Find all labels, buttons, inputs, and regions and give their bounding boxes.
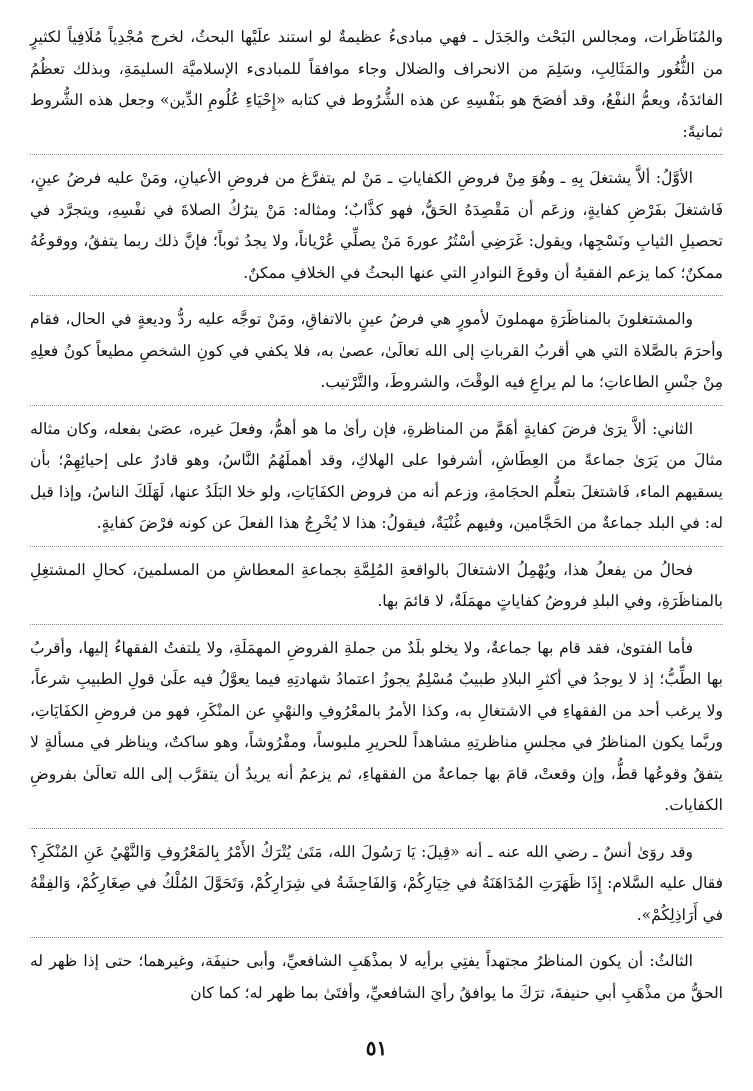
paragraph-divider [30,624,723,625]
paragraph-divider [30,828,723,829]
paragraph-divider [30,937,723,938]
paragraph-first-condition: الأوَّلُ: ألاَّ يشتغلَ بِهِ ـ وهُوَ مِنْ فروضِ الكفاياتِ ـ مَنْ لم يتفرَّغ من فروضِ الأعيانِ، ومَنْ عليه فرضُ عينٍ، فَاشتغلَ بفَرْضِ كفايةٍ، وزعَم أن مَقْصِدَهُ الحَقُّ، فهو كذَّابٌ؛ ومثاله: مَنْ يترُكُ الصلاةَ في نفْسِهِ، ويتجرَّد في تحصيلِ الثيابِ ونَسْجِها، ويقول: غَرَضِي أسْتُرُ عورةَ مَنْ يصلِّي عُرْياناً، ولا يجدُ ثوباً؛ فإنَّ ذلك ربما يتفقُ، ووقوعُهُ ممكنٌ؛ كما يزعم الفقيهُ أن وقوعَ النوادرِ التي عنها البحثُ في الخلافِ ممكنٌ. [30,169,723,282]
paragraph-fatwa-medicine: فأما الفتوىٰ، فقد قام بها جماعةٌ، ولا يخلو بلَدٌ من جملةِ الفروضِ المهمَلَةِ، ولا يلتفتُ الفقهاءُ إليها، وأقربُ بها الطِّبُّ؛ إذ لا يوجدُ في أكثرِ البلادِ طبيبٌ مُسْلِمٌ يجوزُ اعتمادُ شهادتِهِ فيما يعوَّلُ فيه علَىٰ قولِ الطبيبِ شرعاً، ولا يرغب أحد من الفقهاءِ في الاشتغالِ به، وكذا الأمرُ بالمعْرُوفِ والنهْيِ عن المنْكَرِ، فهو من فروضِ الكفَايَاتِ، وربَّما يكون المناظرُ في مجلسِ مناظرتِهِ مشاهداً للحريرِ ملبوساً، ومفْرُوشاً، وهو ساكتٌ، ويناظر في مسألةٍ لا يتفقُ وقوعُها قطُّ، وإن وقعتْ، قامَ بها جماعةٌ من الفقهاءِ، ثم يزعمُ أنه يريدُ أن يتقرَّب إلى الله تعالَىٰ بفروضِ الكفايات. [30,638,723,814]
paragraph-thirsty-analogy: فحالُ من يفعلُ هذا، ويُهْمِلُ الاشتغالَ بالواقعةِ المُلِمَّةِ بجماعةِ المعطاشِ من المسلمينَ، كحالِ المشتغِلِ بالمناظَرَةِ، وفي البلدِ فروضُ كفاياتٍ مهمَلَةٌ، لا قائمَ بها. [30,560,723,610]
paragraph-hadith-anas: وقد روَىٰ أنسٌ ـ رضي الله عنه ـ أنه «قِيلَ: يَا رَسُولَ الله، مَتَىٰ يُتْرَكُ الأَمْرُ بِالمَعْرُوفِ وَالنَّهْيُ عَنِ المُنْكَرِ؟ فقال عليه السَّلام: إِذَا ظَهَرَتِ المُدَاهَنَةُ في خِيَارِكُمْ، وَالفَاحِشَةُ في شِرَارِكُمْ، وَتَحَوَّلَ المُلْكُ في صِغَارِكُمْ، وَالفِقْهُ في أَرَاذِلِكُمْ». [30,842,723,924]
paragraph-second-condition: الثاني: ألاَّ يرَىٰ فرضَ كفايةٍ أهَمَّ من المناظرةِ، فإن رأىٰ ما هو أهمُّ، وفعلَ غيره، عصَىٰ بفعله، وكان مثاله مثالَ من يَرَىٰ جماعةً من العِطَاشِ، أشرفوا على الهلاكِ، وقد أهملَهُمُ النَّاسُ، وهو قادرٌ على إحيائِهِمْ؛ بأن يسقيهم الماء، فَاشتغلَ بتعلُّم الحجَامةِ، وزعم أنه من فروض الكفَايَاتِ، ولو خلا البَلَدُ عنها، لَهَلَكَ الناسُ، وإذا قيل له: في البلد جماعةٌ من الحَجَّامين، وفيهم غُنْيَةٌ، فيقولُ: هذا لا يُخْرِجُ هذا الفعلَ عن كونه فرْضَ كفايةٍ. [30,419,723,532]
paragraph-divider [30,546,723,547]
page-number: ٥١ [365,1036,388,1060]
paragraph-divider [30,295,723,296]
paragraph-intro: والمُنَاظَرات، ومجالس البَحْث والجَدَل ـ فهي مبادىءُ عظيمةٌ لو استند علَيْها البحثُ، لخرج مُجْدِياً مُلَافِياً لكثيرٍ من الثُّغُور والمَثَالِبِ، وسَلِمَ من الانحراف والضلال وجاء موافقاً للمبادىء الإسلاميَّة السليمَةِ، وبذلك تعظُمُ الفائدَةُ، ويعمُّ النفْعُ، وقد أفصَحَ هو بنَفْسِهِ عن هذه الشُّرُوط في كتابه «إِحْيَاءِ عُلُومِ الدِّين» وجعل هذه الشُّروط ثمانيةً: [30,28,723,141]
paragraph-third-condition: الثالثُ: أن يكون المناظرُ مجتهداً يفتِي برأيه لا بمذْهَبِ الشافعيِّ، وأبى حنيفَة، وغيرهما؛ حتى إذا ظهر له الحقُّ من مذْهَبِ أبي حنيفةَ، ترَكَ ما يوافقُ رأيَ الشافعيِّ، وأفتَىٰ بما ظهر له؛ كما كان [30,952,723,1002]
paragraph-divider [30,405,723,406]
paragraph-debaters-neglect: والمشتغلونَ بالمناظَرَةِ مهملونَ لأمورٍ هي فرضُ عينٍ بالاتفاقِ، ومَنْ توجَّه عليه ردُّ وديعةٍ في الحال، فقام وأحرَمَ بالصَّلاة التي هي أقربُ القرباتِ إلى الله تعالَىٰ، عصىٰ به، فلا يكفي في كونِ الشخصِ مطيعاً كونُ فعلِهِ مِنْ جنْسِ الطاعاتِ؛ ما لم يراعِ فيه الوقْتَ، والشروطَ، والتَّرْتيب. [30,310,724,391]
paragraph-divider [30,154,723,155]
body-text [30,22,723,1009]
